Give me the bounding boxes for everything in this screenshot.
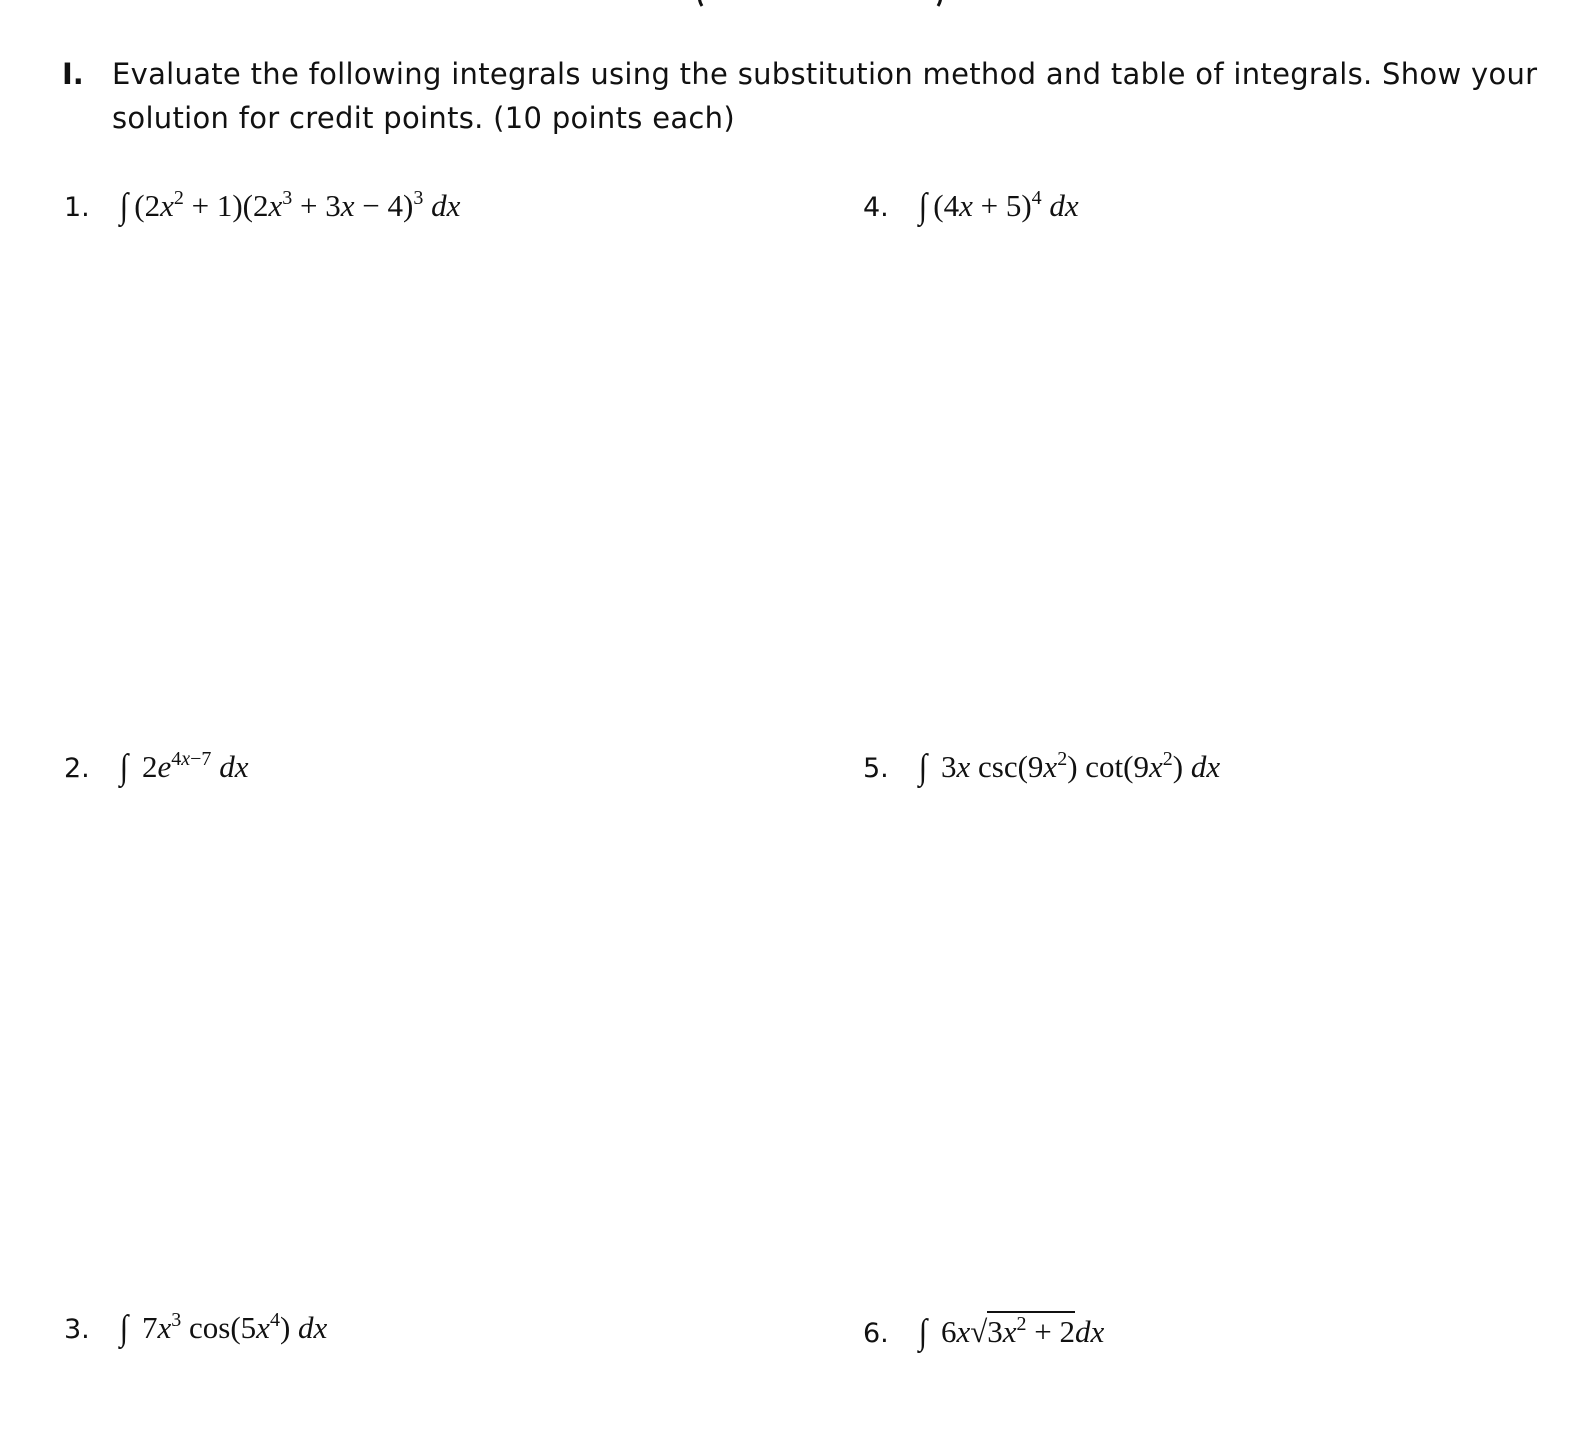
problem-3 bbox=[64, 1308, 327, 1350]
problem-expression: ∫ $6x√3x^2 + 2dx$ bbox=[918, 1311, 1105, 1352]
problem-number: 2. bbox=[64, 753, 90, 784]
problem-number: 3. bbox=[64, 1314, 90, 1345]
problem-number: 5. bbox=[863, 753, 889, 784]
problem-expression: ∫ $(2x^2 + 1)(2x^3 + 3x - 4)^3$ dx bbox=[119, 185, 461, 226]
problem-number: 6. bbox=[863, 1318, 889, 1349]
problem-expression: ∫ $2e^{4x-7}$ dx bbox=[119, 746, 249, 787]
problem-4 bbox=[863, 186, 1079, 228]
problem-number: 4. bbox=[863, 192, 889, 223]
problem-number: 1. bbox=[64, 192, 90, 223]
section-numeral: I. bbox=[62, 57, 84, 91]
problem-expression: ∫ 3x $\csc(9x^2)$ $\cot(9x^2)$ dx bbox=[918, 746, 1221, 787]
problem-expression: ∫ $7x^3$ $\cos(5x^4)$ dx bbox=[119, 1307, 328, 1348]
problem-6 bbox=[863, 1312, 1104, 1354]
instructions-line-1: Evaluate the following integrals using the substitution method and table of integrals. Show your bbox=[112, 57, 1538, 91]
instructions-line-2: solution for credit points. (10 points each) bbox=[112, 101, 735, 135]
instructions-text bbox=[112, 52, 1572, 140]
problem-1 bbox=[64, 186, 460, 228]
problem-expression: ∫ $(4x + 5)^4$ dx bbox=[918, 185, 1079, 226]
cropped-heading-fragment bbox=[690, 0, 950, 8]
problem-5 bbox=[863, 747, 1220, 789]
problem-2 bbox=[64, 747, 248, 789]
